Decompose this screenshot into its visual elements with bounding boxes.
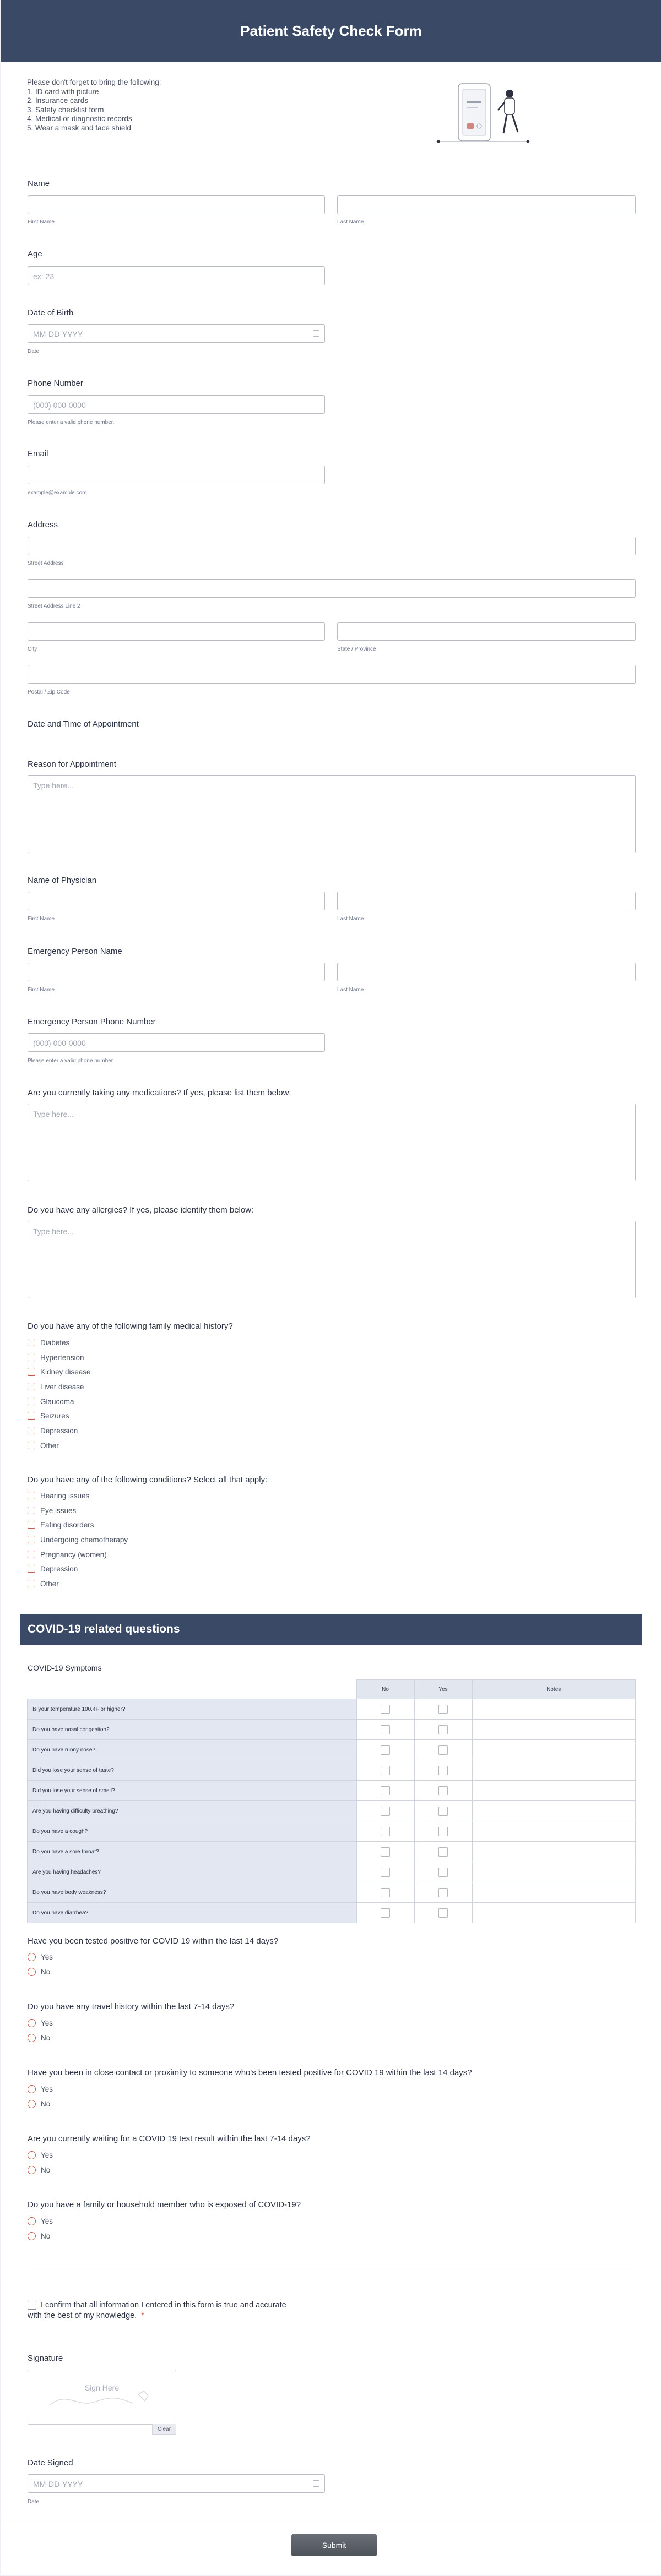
condition-option[interactable]: Eating disorders (28, 1520, 94, 1530)
matrix-cell-no (356, 1760, 414, 1781)
conditions-label: Do you have any of the following conditions? Select all that apply: (28, 1475, 268, 1485)
matrix-checkbox-no[interactable] (381, 1786, 390, 1795)
family-history-option[interactable]: Kidney disease (28, 1367, 91, 1377)
phone-sublabel: Please enter a valid phone number. (28, 419, 115, 425)
radio-option[interactable]: No (28, 1967, 50, 1977)
submit-button[interactable]: Submit (291, 2534, 377, 2556)
checkbox[interactable] (28, 1492, 35, 1499)
radio-button[interactable] (28, 1953, 36, 1961)
signature-pad[interactable] (28, 2370, 176, 2425)
matrix-question: Are you having difficulty breathing? (28, 1801, 357, 1821)
street-address-2-sublabel: Street Address Line 2 (28, 603, 80, 609)
postal-code-input[interactable] (28, 665, 636, 684)
intro-line: 3. Safety checklist form (27, 105, 104, 114)
matrix-cell-no (356, 1862, 414, 1882)
condition-option[interactable]: Depression (28, 1564, 78, 1574)
allergies-label: Do you have any allergies? If yes, please identify them below: (28, 1205, 254, 1215)
matrix-checkbox-no[interactable] (381, 1908, 390, 1918)
matrix-cell-yes (414, 1740, 472, 1760)
postal-code-sublabel: Postal / Zip Code (28, 689, 70, 695)
condition-option[interactable]: Undergoing chemotherapy (28, 1535, 128, 1544)
radio-option[interactable]: No (28, 2033, 50, 2043)
last-name-sublabel: Last Name (337, 219, 364, 225)
checkbox[interactable] (28, 1339, 35, 1346)
checkbox[interactable] (28, 1383, 35, 1390)
date-signed-label: Date Signed (28, 2458, 73, 2468)
radio-button[interactable] (28, 2034, 36, 2042)
confirm-checkbox[interactable] (28, 2301, 36, 2310)
intro-line: 1. ID card with picture (27, 87, 99, 96)
radio-option[interactable]: Yes (28, 2018, 53, 2028)
covid-section-header (20, 1614, 642, 1645)
emergency-last-sublabel: Last Name (337, 987, 364, 993)
matrix-question: Is your temperature 100.4F or higher? (28, 1699, 357, 1720)
matrix-checkbox-yes[interactable] (438, 1705, 448, 1714)
checkbox[interactable] (28, 1427, 35, 1434)
checkbox[interactable] (28, 1398, 35, 1405)
matrix-notes-cell[interactable] (472, 1862, 636, 1882)
signature-placeholder: Sign Here (84, 2383, 120, 2392)
phone-label: Phone Number (28, 379, 83, 388)
matrix-notes-cell[interactable] (472, 1740, 636, 1760)
matrix-notes-cell[interactable] (472, 1801, 636, 1821)
doctor-illustration (436, 77, 541, 149)
matrix-question: Did you lose your sense of smell? (28, 1781, 357, 1801)
city-sublabel: City (28, 646, 37, 652)
matrix-notes-cell[interactable] (472, 1903, 636, 1923)
family-history-option[interactable]: Liver disease (28, 1382, 84, 1391)
date-signed-input[interactable]: MM-DD-YYYY (28, 2474, 325, 2493)
intro-line: 2. Insurance cards (27, 96, 89, 105)
radio-button[interactable] (28, 2019, 36, 2027)
emergency-phone-label: Emergency Person Phone Number (28, 1017, 156, 1027)
matrix-checkbox-yes[interactable] (438, 1827, 448, 1836)
matrix-cell-no (356, 1699, 414, 1720)
matrix-cell-yes (414, 1862, 472, 1882)
age-label: Age (28, 249, 42, 259)
form-page (1, 0, 661, 2575)
medications-textarea[interactable]: Type here... (28, 1104, 636, 1181)
matrix-cell-no (356, 1720, 414, 1740)
matrix-question: Do you have a cough? (28, 1821, 357, 1842)
covid-section-title: COVID-19 related questions (28, 1623, 180, 1635)
matrix-notes-cell[interactable] (472, 1720, 636, 1740)
matrix-row (28, 1699, 636, 1720)
intro-line: Please don't forget to bring the following: (27, 78, 161, 86)
family-history-option[interactable]: Depression (28, 1426, 78, 1436)
emergency-last-name-input[interactable] (337, 963, 636, 981)
phone-input[interactable]: (000) 000-0000 (28, 395, 325, 414)
state-input[interactable] (337, 622, 636, 641)
matrix-question: Do you have nasal congestion? (28, 1720, 357, 1740)
matrix-question: Do you have a sore throat? (28, 1842, 357, 1862)
matrix-row (28, 1740, 636, 1760)
intro-text (27, 78, 161, 133)
checkbox[interactable] (28, 1354, 35, 1361)
family-history-option[interactable]: Seizures (28, 1411, 69, 1421)
matrix-checkbox-yes[interactable] (438, 1725, 448, 1734)
matrix-cell-yes (414, 1760, 472, 1781)
matrix-row (28, 1760, 636, 1781)
matrix-column-header: No (356, 1680, 414, 1699)
matrix-row (28, 1862, 636, 1882)
matrix-cell-yes (414, 1842, 472, 1862)
radio-option[interactable]: Yes (28, 2084, 53, 2094)
address-label: Address (28, 520, 58, 530)
question-label: Are you currently waiting for a COVID 19 test result within the last 7-14 days? (28, 2134, 311, 2143)
matrix-question: Do you have runny nose? (28, 1740, 357, 1760)
matrix-cell-yes (414, 1903, 472, 1923)
dob-sublabel: Date (28, 348, 40, 354)
matrix-cell-yes (414, 1699, 472, 1720)
radio-option[interactable]: No (28, 2231, 50, 2241)
condition-option[interactable]: Other (28, 1579, 59, 1589)
matrix-checkbox-yes[interactable] (438, 1745, 448, 1755)
radio-button[interactable] (28, 2166, 36, 2174)
email-label: Email (28, 449, 48, 459)
family-history-option[interactable]: Other (28, 1440, 59, 1450)
checkbox[interactable] (28, 1536, 35, 1543)
matrix-cell-yes (414, 1801, 472, 1821)
physician-last-name-input[interactable] (337, 892, 636, 910)
street-address-2-input[interactable] (28, 579, 636, 598)
matrix-checkbox-no[interactable] (381, 1766, 390, 1775)
street-address-input[interactable] (28, 537, 636, 555)
confirm-text-line2: with the best of my knowledge. * (28, 2311, 144, 2320)
radio-option[interactable]: Yes (28, 2150, 53, 2160)
matrix-checkbox-no[interactable] (381, 1847, 390, 1857)
matrix-row (28, 1842, 636, 1862)
matrix-cell-no (356, 1801, 414, 1821)
allergies-textarea[interactable]: Type here... (28, 1221, 636, 1298)
reason-label: Reason for Appointment (28, 760, 116, 769)
checkbox[interactable] (28, 1368, 35, 1376)
question-label: Do you have a family or household member who is exposed of COVID-19? (28, 2200, 301, 2209)
matrix-row (28, 1882, 636, 1903)
confirm-text-line1: I confirm that all information I entered in this form is true and accurate (41, 2301, 286, 2310)
matrix-cell-yes (414, 1882, 472, 1903)
first-name-sublabel: First Name (28, 219, 55, 225)
family-history-label: Do you have any of the following family medical history? (28, 1322, 233, 1331)
checkbox[interactable] (28, 1442, 35, 1449)
physician-first-sublabel: First Name (28, 916, 55, 922)
calendar-icon[interactable] (313, 2480, 319, 2487)
clear-signature-button[interactable]: Clear (152, 2424, 176, 2435)
checkbox[interactable] (28, 1580, 35, 1587)
radio-button[interactable] (28, 2151, 36, 2159)
radio-option[interactable]: Yes (28, 1952, 53, 1962)
matrix-checkbox-yes[interactable] (438, 1888, 448, 1897)
family-history-option[interactable]: Glaucoma (28, 1396, 74, 1406)
matrix-checkbox-no[interactable] (381, 1745, 390, 1755)
checkbox[interactable] (28, 1412, 35, 1420)
intro-line: 5. Wear a mask and face shield (27, 123, 131, 132)
matrix-checkbox-no[interactable] (381, 1827, 390, 1836)
matrix-row (28, 1903, 636, 1923)
matrix-row (28, 1821, 636, 1842)
matrix-question: Are you having headaches? (28, 1862, 357, 1882)
matrix-notes-cell[interactable] (472, 1821, 636, 1842)
family-history-option[interactable]: Hypertension (28, 1352, 84, 1362)
checkbox[interactable] (28, 1507, 35, 1514)
emergency-phone-sublabel: Please enter a valid phone number. (28, 1058, 115, 1064)
radio-option[interactable]: No (28, 2165, 50, 2175)
matrix-cell-no (356, 1781, 414, 1801)
matrix-checkbox-yes[interactable] (438, 1807, 448, 1816)
physician-last-sublabel: Last Name (337, 916, 364, 922)
date-signed-sublabel: Date (28, 2499, 40, 2505)
email-input[interactable] (28, 466, 325, 484)
matrix-question: Did you lose your sense of taste? (28, 1760, 357, 1781)
appointment-label: Date and Time of Appointment (28, 719, 139, 729)
question-label: Do you have any travel history within the last 7-14 days? (28, 2002, 235, 2011)
condition-option[interactable]: Eye issues (28, 1505, 76, 1515)
radio-button[interactable] (28, 2217, 36, 2225)
checkbox[interactable] (28, 1565, 35, 1573)
radio-button[interactable] (28, 2232, 36, 2240)
radio-button[interactable] (28, 1968, 36, 1976)
emergency-name-label: Emergency Person Name (28, 947, 122, 956)
emergency-first-sublabel: First Name (28, 987, 55, 993)
matrix-cell-yes (414, 1821, 472, 1842)
matrix-column-header: Yes (414, 1680, 472, 1699)
form-title: Patient Safety Check Form (240, 22, 422, 39)
form-header (1, 0, 661, 62)
matrix-notes-cell[interactable] (472, 1760, 636, 1781)
matrix-checkbox-no[interactable] (381, 1868, 390, 1877)
physician-label: Name of Physician (28, 876, 97, 885)
checkbox[interactable] (28, 1521, 35, 1529)
matrix-checkbox-no[interactable] (381, 1725, 390, 1734)
reason-textarea[interactable]: Type here... (28, 775, 636, 853)
matrix-notes-cell[interactable] (472, 1699, 636, 1720)
state-sublabel: State / Province (337, 646, 376, 652)
matrix-notes-cell[interactable] (472, 1882, 636, 1903)
matrix-notes-cell[interactable] (472, 1781, 636, 1801)
matrix-corner (28, 1680, 357, 1699)
medications-label: Are you currently taking any medications? If yes, please list them below: (28, 1088, 291, 1098)
symptoms-label: COVID-19 Symptoms (28, 1663, 102, 1672)
last-name-input[interactable] (337, 195, 636, 214)
email-sublabel: example@example.com (28, 490, 87, 496)
symptoms-matrix (27, 1679, 636, 1923)
matrix-row (28, 1781, 636, 1801)
matrix-checkbox-no[interactable] (381, 1807, 390, 1816)
family-history-option[interactable]: Diabetes (28, 1338, 69, 1347)
condition-option[interactable]: Pregnancy (women) (28, 1549, 107, 1559)
dob-input[interactable]: MM-DD-YYYY (28, 324, 325, 343)
radio-button[interactable] (28, 2100, 36, 2108)
physician-first-name-input[interactable] (28, 892, 325, 910)
required-marker: * (141, 2311, 144, 2320)
matrix-question: Do you have body weakness? (28, 1882, 357, 1903)
intro-line: 4. Medical or diagnostic records (27, 114, 132, 123)
radio-button[interactable] (28, 2085, 36, 2093)
dob-label: Date of Birth (28, 308, 74, 318)
emergency-first-name-input[interactable] (28, 963, 325, 981)
street-address-sublabel: Street Address (28, 560, 64, 566)
calendar-icon[interactable] (313, 330, 319, 337)
matrix-checkbox-yes[interactable] (438, 1868, 448, 1877)
matrix-cell-no (356, 1821, 414, 1842)
matrix-row (28, 1720, 636, 1740)
emergency-phone-input[interactable]: (000) 000-0000 (28, 1033, 325, 1052)
radio-option[interactable]: Yes (28, 2216, 53, 2226)
name-label: Name (28, 179, 50, 188)
matrix-cell-no (356, 1740, 414, 1760)
signature-hint-graphic (50, 2386, 160, 2410)
matrix-checkbox-no[interactable] (381, 1705, 390, 1714)
matrix-checkbox-yes[interactable] (438, 1786, 448, 1795)
matrix-cell-no (356, 1842, 414, 1862)
matrix-question: Do you have diarrhea? (28, 1903, 357, 1923)
age-input[interactable]: ex: 23 (28, 266, 325, 285)
matrix-cell-no (356, 1903, 414, 1923)
question-label: Have you been tested positive for COVID 19 within the last 14 days? (28, 1936, 279, 1946)
matrix-column-header: Notes (472, 1680, 636, 1699)
matrix-notes-cell[interactable] (472, 1842, 636, 1862)
matrix-cell-yes (414, 1720, 472, 1740)
condition-option[interactable]: Hearing issues (28, 1491, 89, 1500)
matrix-checkbox-yes[interactable] (438, 1847, 448, 1857)
city-input[interactable] (28, 622, 325, 641)
question-label: Have you been in close contact or proximity to someone who's been tested positive for COVID 19 within the last 14 days? (28, 2068, 472, 2077)
matrix-checkbox-yes[interactable] (438, 1766, 448, 1775)
first-name-input[interactable] (28, 195, 325, 214)
matrix-checkbox-yes[interactable] (438, 1908, 448, 1918)
checkbox[interactable] (28, 1551, 35, 1558)
matrix-row (28, 1801, 636, 1821)
matrix-checkbox-no[interactable] (381, 1888, 390, 1897)
matrix-cell-no (356, 1882, 414, 1903)
signature-label: Signature (28, 2354, 63, 2363)
radio-option[interactable]: No (28, 2099, 50, 2109)
matrix-cell-yes (414, 1781, 472, 1801)
